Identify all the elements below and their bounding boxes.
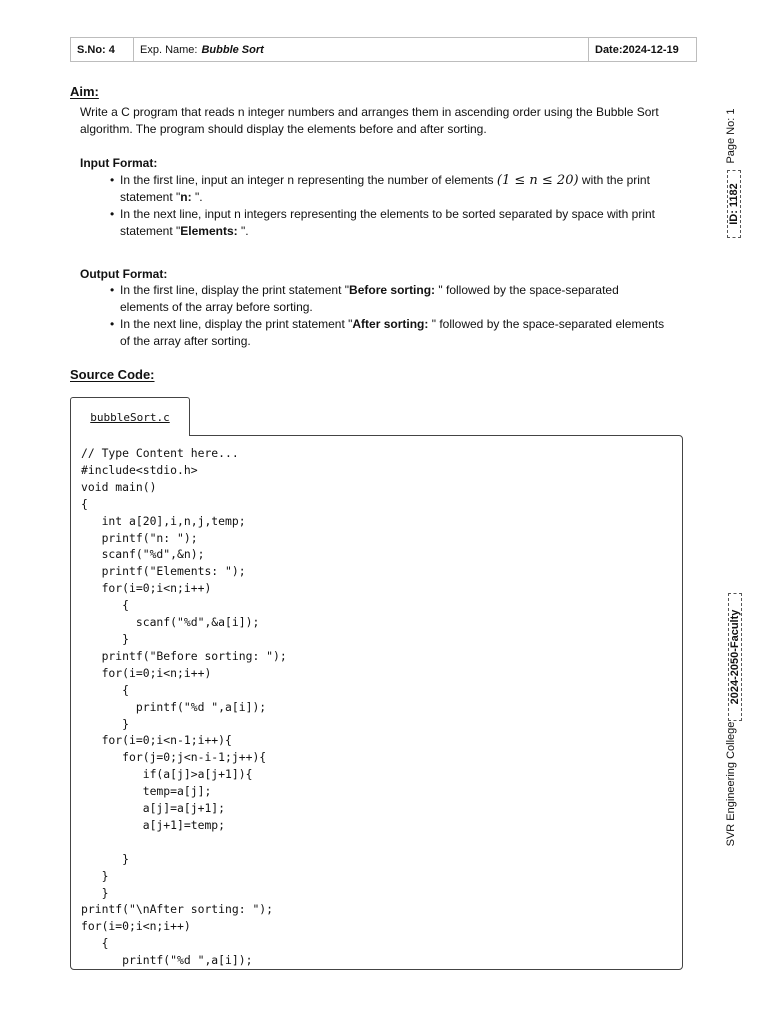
id-badge: ID: 1182 bbox=[727, 170, 741, 238]
serial-number: S.No: 4 bbox=[71, 38, 134, 61]
source-code-text[interactable]: // Type Content here... #include<stdio.h> void main() { int a[20],i,n,j,temp; printf("n: "); scanf("%d",&n); printf("Elements: "); for(i=0;i<n;i++) { scanf("%d",&a[i]); } printf("Before sorting: "); for(i=0;i<n;i++) { printf("%d ",a[i]); } for(i=0;i<n-1;i++){ for(j=0;j<n-i-1;j++){ if(a[j]>a[j+1]){ temp=a[j]; a[j]=a[j+1]; a[j+1]=temp; } } } printf("\nAfter sorting: "); for(i=0;i<n;i++) { printf("%d ",a[i]); bbox=[81, 446, 287, 968]
experiment-date: Date:2024-12-19 bbox=[595, 43, 679, 56]
input-format-list bbox=[110, 172, 690, 240]
n-range-math: (1 ≤ n ≤ 20) bbox=[496, 173, 579, 188]
page-number: Page No: 1 bbox=[725, 108, 737, 164]
input-format-item-1: • In the first line, input an integer n representing the number of elements (1 ≤ n ≤ 20) with the print statement "n: ". bbox=[110, 172, 690, 206]
file-tab-bubblesort[interactable]: bubbleSort.c bbox=[70, 397, 190, 436]
experiment-name: Bubble Sort bbox=[201, 43, 264, 56]
input-format-item-2: • In the next line, input n integers representing the elements to be sorted separated by space with print statement "Elements: ". bbox=[110, 206, 690, 240]
source-code-heading: Source Code: bbox=[70, 367, 155, 382]
college-name: SVR Engineering College bbox=[725, 721, 737, 847]
batch-label: 2024-2050-Faculty bbox=[728, 593, 742, 721]
experiment-header bbox=[70, 37, 697, 62]
experiment-name-cell bbox=[134, 38, 589, 61]
aim-heading: Aim: bbox=[70, 84, 99, 99]
output-format-item-1: • In the first line, display the print statement "Before sorting: " followed by the space-separated elements of the array before sorting. bbox=[110, 282, 670, 316]
aim-text: Write a C program that reads n integer numbers and arranges them in ascending order using the Bubble Sort algorithm. The program should display the elements before and after sorting. bbox=[80, 105, 659, 136]
output-format-item-2: • In the next line, display the print statement "After sorting: " followed by the space-separated elements of the array after sorting. bbox=[110, 316, 670, 350]
output-format-heading: Output Format: bbox=[80, 267, 168, 281]
code-editor[interactable] bbox=[70, 435, 683, 970]
experiment-name-label: Exp. Name: bbox=[140, 43, 198, 56]
input-format-heading: Input Format: bbox=[80, 156, 158, 170]
output-format-list bbox=[110, 282, 670, 350]
